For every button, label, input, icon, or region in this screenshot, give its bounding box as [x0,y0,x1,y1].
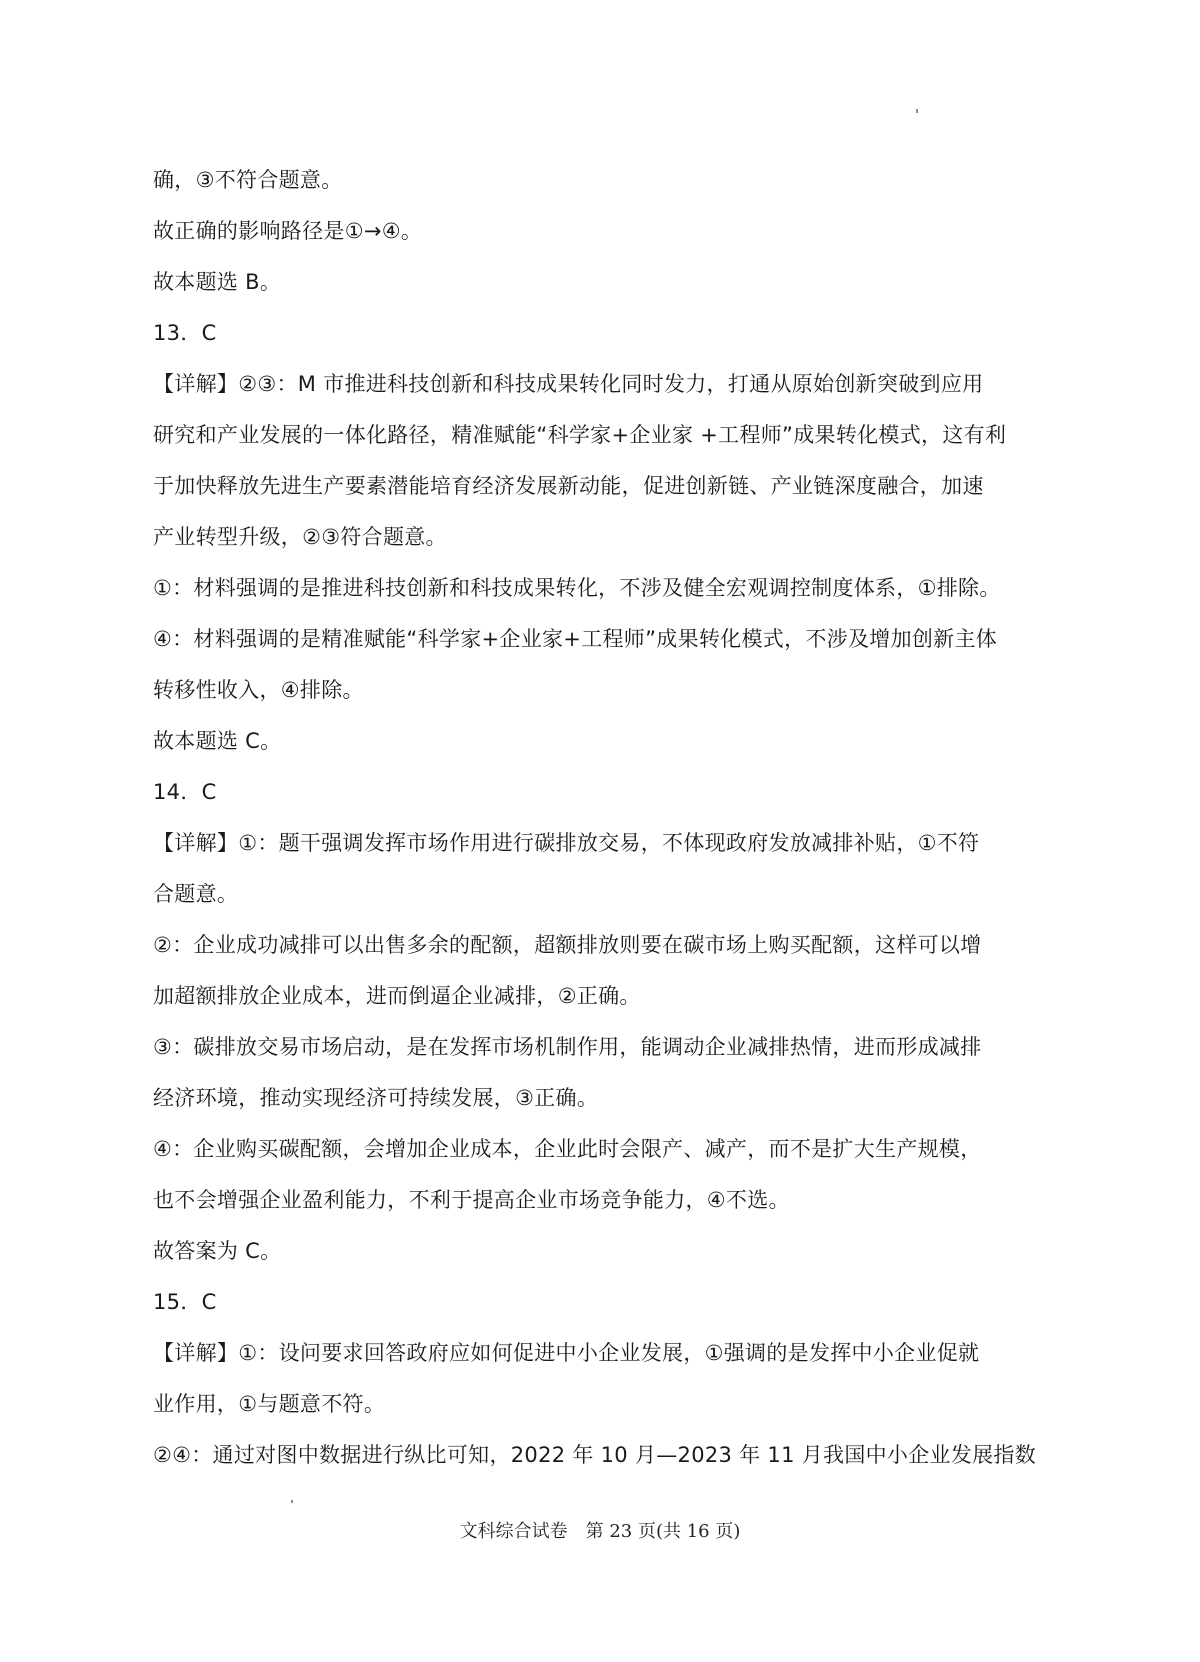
text-line: ②：企业成功减排可以出售多余的配额，超额排放则要在碳市场上购买配额，这样可以增 [153,933,982,957]
text-line: 加超额排放企业成本，进而倒逼企业减排，②正确。 [153,984,641,1008]
text-line: ②④：通过对图中数据进行纵比可知，2022 年 10 月—2023 年 11 月我国中小企业发展指数 [153,1443,1037,1467]
text-line: 故本题选 B。 [153,270,282,294]
text-line: 经济环境，推动实现经济可持续发展，③正确。 [153,1086,599,1110]
question-number: 15．C [153,1290,217,1314]
question-number: 13．C [153,321,217,345]
text-line: ④：企业购买碳配额，会增加企业成本，企业此时会限产、减产，而不是扩大生产规模， [153,1137,982,1161]
answer-explanation-body [153,155,1073,1481]
text-line: 【详解】②③：M 市推进科技创新和科技成果转化同时发力，打通从原始创新突破到应用 [153,372,984,396]
text-line: 产业转型升级，②③符合题意。 [153,525,447,549]
text-line: 研究和产业发展的一体化路径，精准赋能“科学家+企业家 +工程师”成果转化模式，这有利 [153,423,1007,447]
text-line: 【详解】①：题干强调发挥市场作用进行碳排放交易，不体现政府发放减排补贴，①不符 [153,831,980,855]
text-line: 转移性收入，④排除。 [153,678,364,702]
text-line: 于加快释放先进生产要素潜能培育经济发展新动能，促进创新链、产业链深度融合，加速 [153,474,984,498]
text-line: ①：材料强调的是推进科技创新和科技成果转化，不涉及健全宏观调控制度体系，①排除。 [153,576,1001,600]
text-line: 合题意。 [153,882,239,906]
scan-speck [291,1500,293,1503]
page-footer: 文科综合试卷 第 23 页(共 16 页) [459,1521,741,1542]
question-number: 14．C [153,780,217,804]
text-line: ③：碳排放交易市场启动，是在发挥市场机制作用，能调动企业减排热情，进而形成减排 [153,1035,982,1059]
text-line: 故本题选 C。 [153,729,282,753]
text-line: ④：材料强调的是精准赋能“科学家+企业家+工程师”成果转化模式，不涉及增加创新主体 [153,627,998,651]
text-line: 故答案为 C。 [153,1239,282,1263]
text-line: 也不会增强企业盈利能力，不利于提高企业市场竞争能力，④不选。 [153,1188,790,1212]
text-line: 业作用，①与题意不符。 [153,1392,386,1416]
text-line: 故正确的影响路径是①→④。 [153,219,423,243]
text-line: 确，③不符合题意。 [153,168,343,192]
scan-speck [916,109,918,113]
text-line: 【详解】①：设问要求回答政府应如何促进中小企业发展，①强调的是发挥中小企业促就 [153,1341,980,1365]
